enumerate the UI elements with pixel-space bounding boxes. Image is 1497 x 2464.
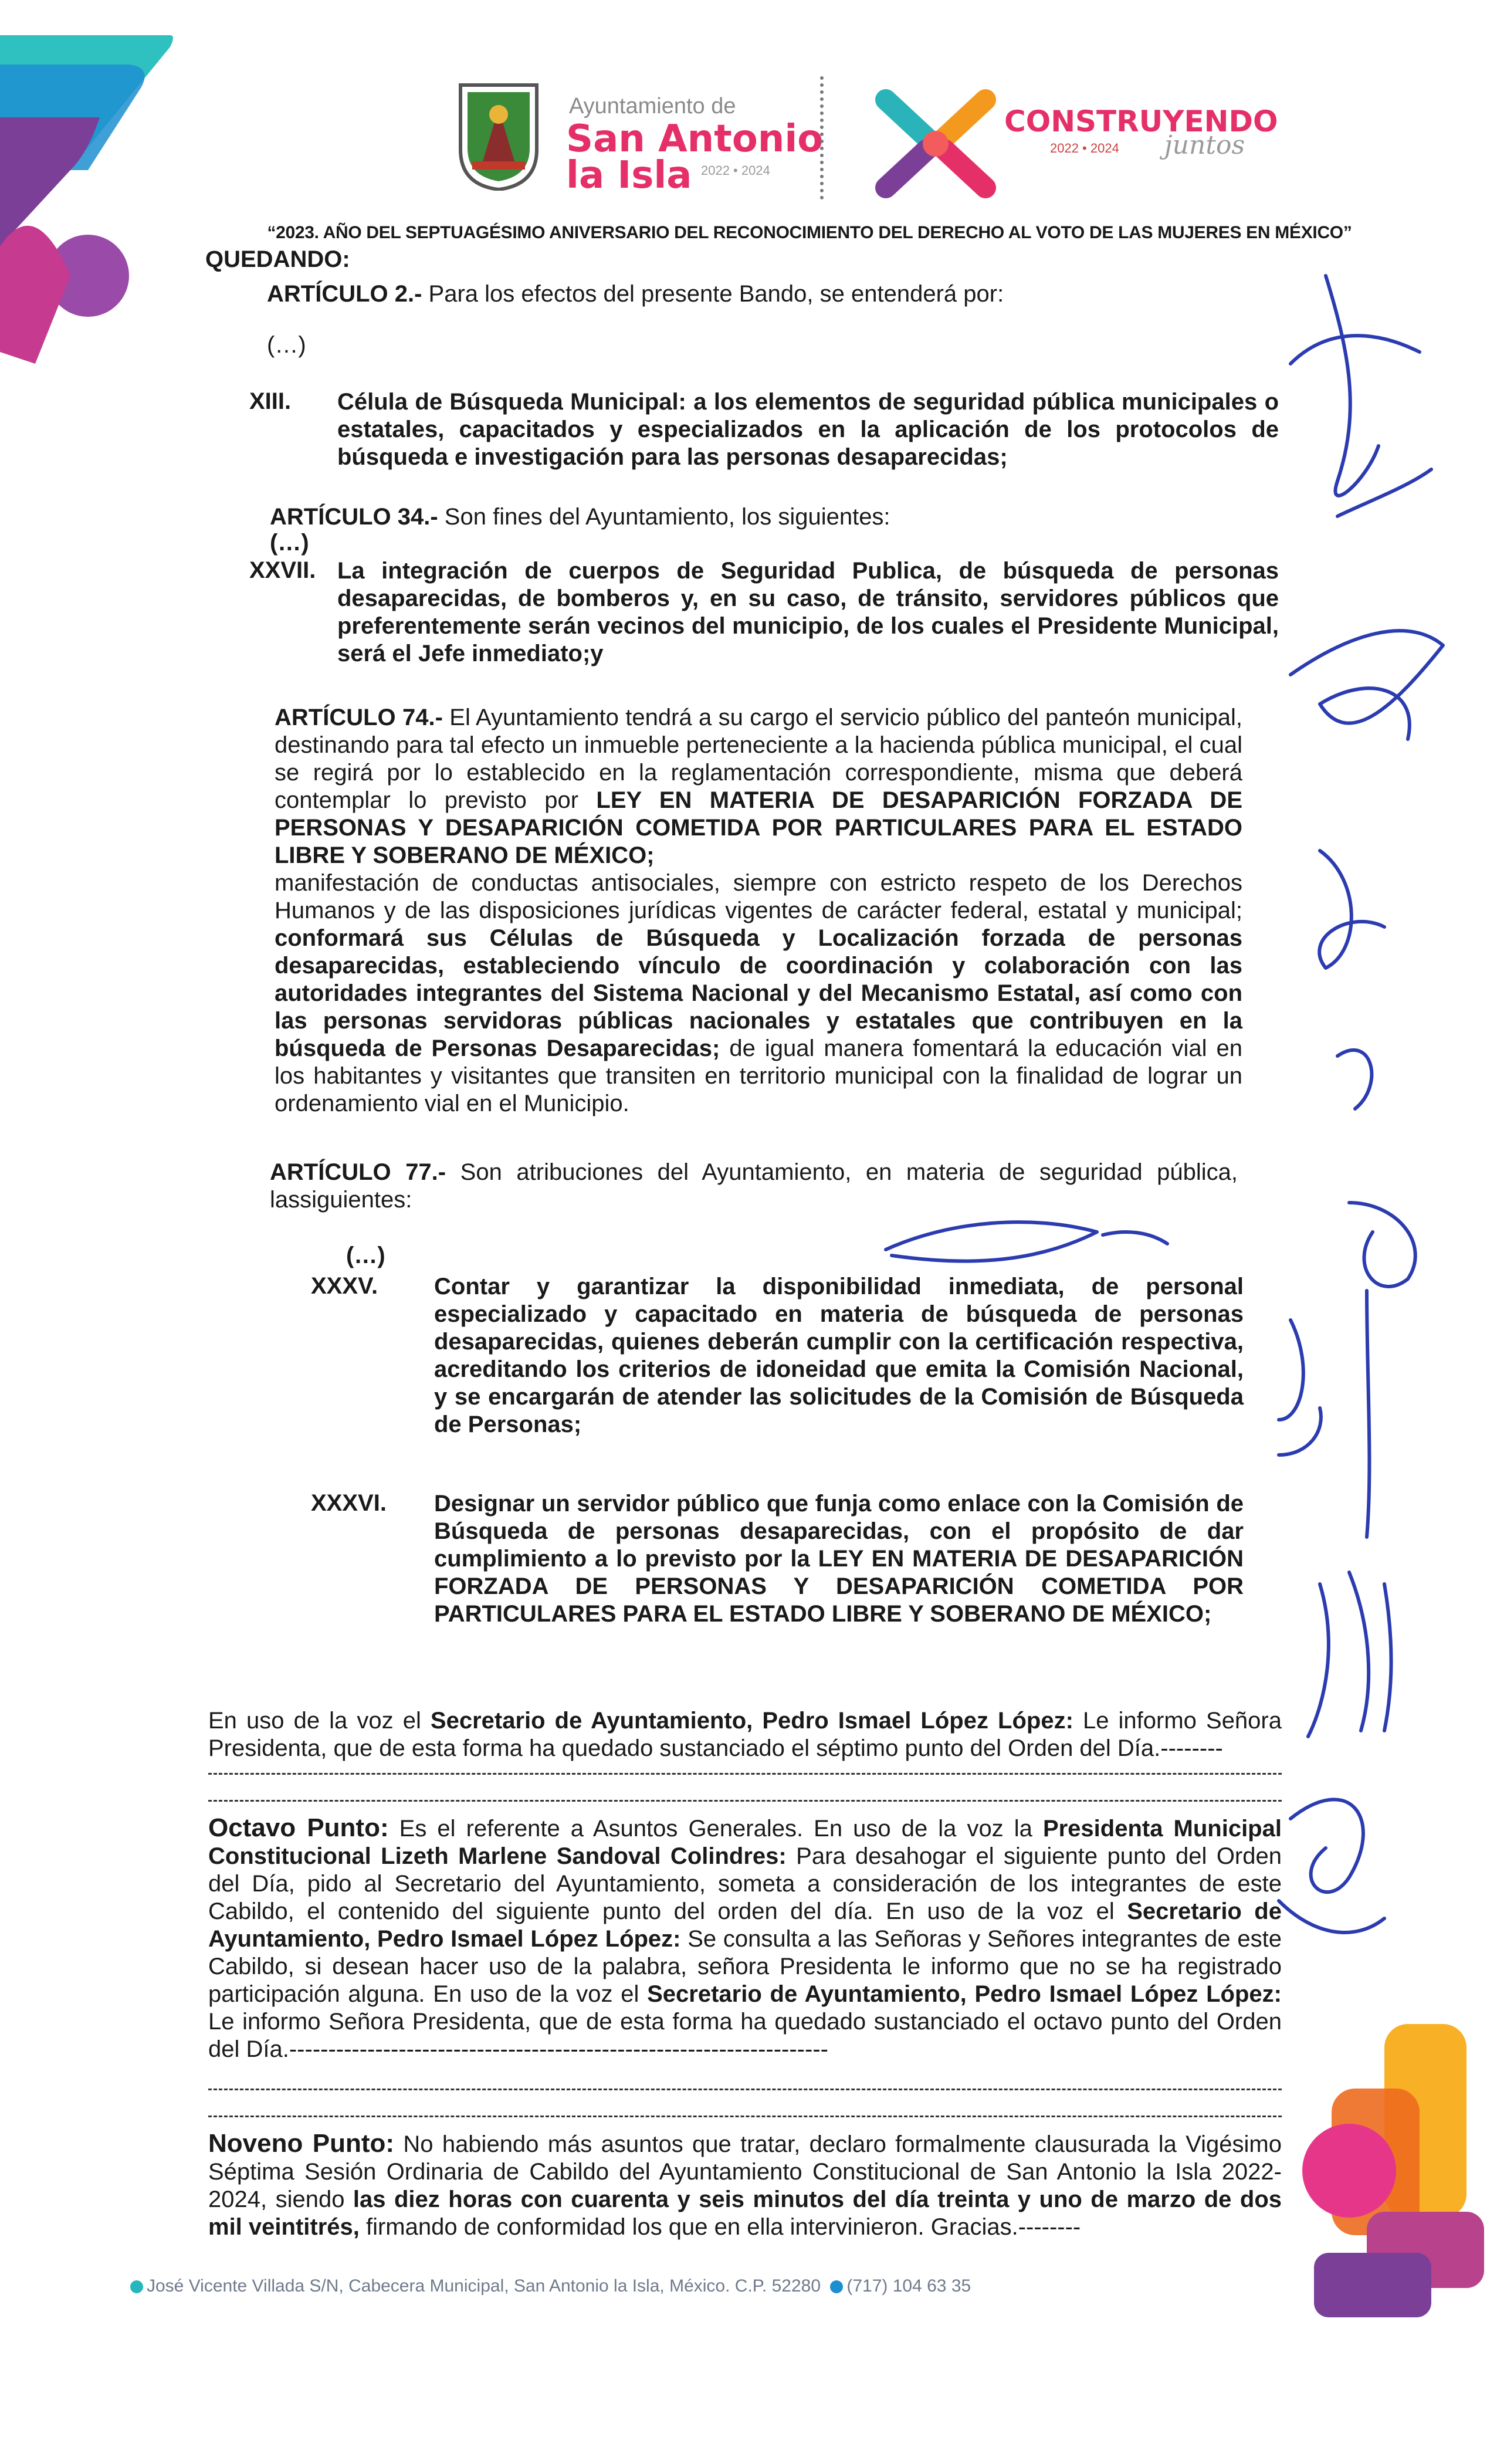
noveno-closing-time: las diez horas con cuarenta y seis minutos del día treinta y uno de marzo de dos mil veintitrés,	[208, 2187, 1282, 2240]
fraction-xiii-text: Célula de Búsqueda Municipal: a los elementos de seguridad pública municipales o estatales, capacitados y especializados en la aplicación de los protocolos de búsqueda e investigación para las personas desaparecidas;	[337, 389, 1279, 470]
article-2-text: Para los efectos del presente Bando, se entenderá por:	[422, 281, 1004, 307]
noveno-heading: Noveno Punto:	[208, 2129, 395, 2158]
fraction-xxxv-number: XXXV.	[311, 1273, 378, 1299]
article-77-label: ARTÍCULO 77.-	[270, 1159, 446, 1185]
octavo-text-4: Le informo Señora Presidenta, que de esta forma ha quedado sustanciado el octavo punto del Orden del Día.---------------------------------------------------------------------	[208, 2009, 1282, 2062]
article-74-text-1: El Ayuntamiento tendrá a su cargo el servicio público del panteón municipal, destinando para tal efecto un inmueble perteneciente a la hacienda pública municipal, el cual se regirá por lo establecido en la reglamentación correspondiente, misma que deberá contemplar lo previsto por	[275, 705, 1243, 813]
org-name-line1: Ayuntamiento de	[569, 94, 736, 119]
article-74-text-3: de igual manera fomentará la educación vial en los habitantes y visitantes que transiten en territorio municipal con la finalidad de lograr un ordenamiento vial en el Municipio.	[275, 1035, 1243, 1116]
brand-script: juntos	[1164, 130, 1245, 160]
org-name-line3: la Isla	[566, 154, 692, 197]
octavo-secretary-2: Secretario de Ayuntamiento, Pedro Ismael López López:	[647, 1981, 1282, 2007]
ellipsis-3: (…)	[346, 1243, 385, 1268]
article-74-label: ARTÍCULO 74.-	[275, 705, 443, 730]
octavo-text-1: Es el referente a Asuntos Generales. En uso de la voz la	[388, 1816, 1043, 1842]
secretary-seventh-text-1: En uso de la voz el	[208, 1708, 431, 1734]
fraction-xxvii-text: La integración de cuerpos de Seguridad Publica, de búsqueda de personas desaparecidas, de bomberos y, en su caso, de tránsito, servidores públicos que preferentemente serán vecinos del municipio, de los cuales el Presidente Municipal, será el Jefe inmediato;y	[337, 558, 1279, 666]
noveno-text-1: No habiendo más asuntos que tratar, declaro formalmente clausurada la Vigésimo Séptima Sesión Ordinaria de Cabildo del Ayuntamiento Constitucional de San Antonio la Isla 2022-2024, siendo	[208, 2131, 1282, 2212]
article-74-search-cells: conformará sus Células de Búsqueda y Localización forzada de personas desaparecidas, estableciendo vínculo de coordinación y colaboración con las autoridades integrantes del Sistema Nacional y del Mecanismo Estatal, así como con las personas servidoras públicas nacionales y estatales que contribuyen en la búsqueda de Personas Desaparecidas;	[275, 925, 1242, 1061]
article-2-label: ARTÍCULO 2.-	[267, 281, 422, 307]
footer	[130, 2276, 971, 2296]
article-34-label: ARTÍCULO 34.-	[270, 504, 438, 530]
secretary-seventh-speaker: Secretario de Ayuntamiento, Pedro Ismael López López:	[430, 1708, 1073, 1734]
brand-title: CONSTRUYENDO	[1004, 104, 1278, 138]
fraction-xiii-number: XIII.	[249, 388, 292, 414]
article-34-text: Son fines del Ayuntamiento, los siguientes:	[438, 504, 890, 530]
brand-period: 2022 • 2024	[1050, 141, 1119, 155]
octavo-text-2: Para desahogar el siguiente punto del Orden del Día, pido al Secretario del Ayuntamiento, someta a consideración de los integrantes de este Cabildo, el contenido del siguiente punto del orden del día. En uso de la voz el	[208, 1843, 1282, 1924]
octavo-text-3: Se consulta a las Señoras y Señores integrantes de este Cabildo, si desean hacer uso de la palabra, señora Presidenta le informo que no se ha registrado participación alguna. En uso de la voz el	[208, 1926, 1282, 2007]
fraction-xxvii-number: XXVII.	[249, 557, 316, 583]
fraction-xxxv-text: Contar y garantizar la disponibilidad inmediata, de personal especializado y capacitado en materia de búsqueda de personas desaparecidas, quienes deberán cumplir con la certificación respectiva, acreditando los criterios de idoneidad que emita la Comisión Nacional, y se encargarán de atender las solicitudes de la Comisión de Búsqueda de Personas;	[434, 1274, 1244, 1437]
org-period: 2022 • 2024	[701, 163, 770, 178]
document-motto: “2023. AÑO DEL SEPTUAGÉSIMO ANIVERSARIO DEL RECONOCIMIENTO DEL DERECHO AL VOTO DE LAS MUJERES EN MÉXICO”	[267, 223, 1352, 242]
octavo-president: Presidenta Municipal Constitucional Lizeth Marlene Sandoval Colindres:	[208, 1816, 1282, 1869]
fraction-xxxvi-number: XXXVI.	[311, 1490, 387, 1516]
location-pin-icon	[130, 2280, 143, 2293]
article-74-law-name: LEY EN MATERIA DE DESAPARICIÓN FORZADA DE PERSONAS Y DESAPARICIÓN COMETIDA POR PARTICULARES PARA EL ESTADO LIBRE Y SOBERANO DE MÉXICO;	[275, 787, 1242, 868]
phone-icon	[830, 2280, 843, 2293]
article-77-text: Son atribuciones del Ayuntamiento, en materia de seguridad pública, lassiguientes:	[270, 1159, 1238, 1213]
quedando-label: QUEDANDO:	[205, 246, 350, 272]
octavo-heading: Octavo Punto:	[208, 1813, 389, 1842]
fraction-xxxvi-text: Designar un servidor público que funja como enlace con la Comisión de Búsqueda de personas desaparecidas, con el propósito de dar cumplimiento a lo previsto por la LEY EN MATERIA DE DESAPARICIÓN FORZADA DE PERSONAS Y DESAPARICIÓN COMETIDA POR PARTICULARES PARA EL ESTADO LIBRE Y SOBERANO DE MÉXICO;	[434, 1491, 1244, 1627]
noveno-text-2: firmando de conformidad los que en ella intervinieron. Gracias.--------	[359, 2214, 1081, 2240]
footer-phone: (717) 104 63 35	[846, 2276, 971, 2296]
secretary-seventh-text-2: Le informo Señora Presidenta, que de esta forma ha quedado sustanciado el séptimo punto del Orden del Día.--------	[208, 1708, 1282, 1761]
ellipsis-1: (…)	[267, 332, 306, 358]
octavo-secretary-1: Secretario de Ayuntamiento, Pedro Ismael López López:	[208, 1898, 1282, 1952]
footer-address: José Vicente Villada S/N, Cabecera Municipal, San Antonio la Isla, México. C.P. 52280	[147, 2276, 821, 2296]
article-74-text-2: manifestación de conductas antisociales, siempre con estricto respeto de los Derechos Humanos y de las disposiciones jurídicas vigentes de carácter federal, estatal y municipal;	[275, 870, 1242, 923]
org-name-line2: San Antonio	[566, 117, 824, 161]
ellipsis-2: (…)	[270, 530, 309, 556]
